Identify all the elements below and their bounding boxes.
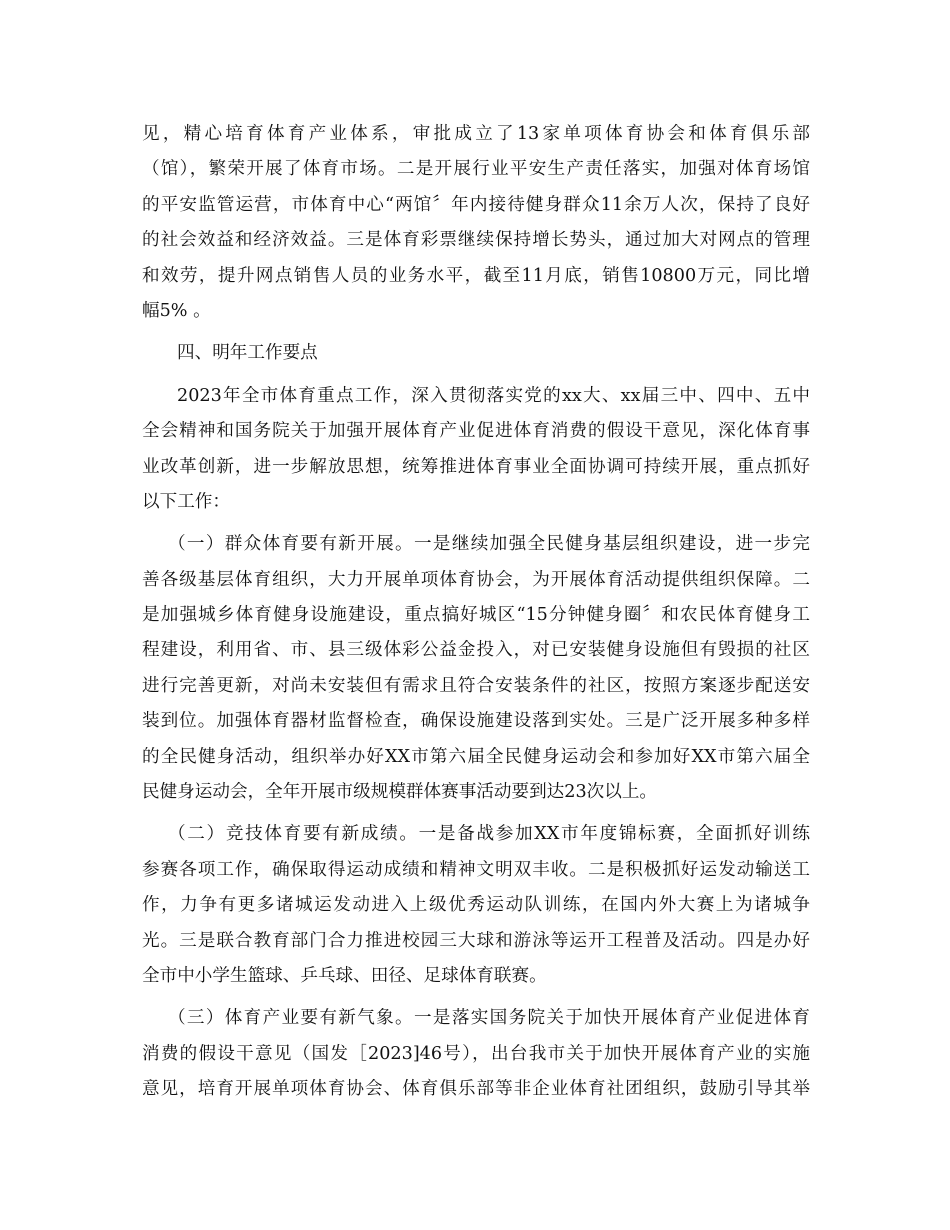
text-line: 善各级基层体育组织，大力开展单项体育协会，为开展体育活动提供组织保障。二: [142, 569, 810, 590]
text-line: 见，精心培育体育产业体系，审批成立了13家单项体育协会和体育俱乐部: [142, 124, 810, 144]
paragraph-sports-industry: [142, 1001, 810, 1107]
text-line: （一）群众体育要有新开展。一是继续加强全民健身基层组织建设，进一步完: [168, 534, 810, 555]
text-line: 2023年全市体育重点工作，深入贯彻落实党的xx大、xx届三中、四中、五中: [177, 385, 810, 406]
text-line: 光。三是联合教育部门合力推进校园三大球和游泳等运开工程普及活动。四是办好: [142, 930, 810, 951]
text-line: 装到位。加强体育器材监督检查，确保设施建设落到实处。三是广泛开展多种多样: [142, 711, 810, 732]
text-line: 消费的假设干意见（国发［2023]46号），出台我市关于加快开展体育产业的实施: [142, 1043, 810, 1064]
text-line: 幅5% 。: [142, 300, 211, 321]
document-body: [142, 117, 810, 1115]
text-line: 作，力争有更多诸城运发动进入上级优秀运动队训练，在国内外大赛上为诸城争: [142, 895, 810, 916]
section-heading: 四、明年工作要点: [177, 343, 318, 364]
text-line: 程建设，利用省、市、县三级体彩公益金投入，对已安装健身设施但有毁损的社区: [142, 640, 810, 661]
text-line: 是加强城乡体育健身设施建设，重点搞好城区“15分钟健身圈〞和农民体育健身工: [142, 605, 810, 626]
text-line: （馆），繁荣开展了体育市场。二是开展行业平安生产责任落实，加强对体育场馆: [142, 159, 810, 180]
section-heading-next-year: [142, 336, 810, 371]
paragraph-sports-industry-summary: [142, 117, 810, 329]
text-line: 的社会效益和经济效益。三是体育彩票继续保持增长势头，通过加大对网点的管理: [142, 230, 810, 251]
text-line: （三）体育产业要有新气象。一是落实国务院关于加快开展体育产业促进体育: [168, 1008, 810, 1029]
paragraph-competitive-sports: [142, 817, 810, 994]
text-line: 全市中小学生篮球、乒乓球、田径、足球体育联赛。: [142, 965, 547, 986]
text-line: 和效劳，提升网点销售人员的业务水平，截至11月底，销售10800万元，同比增: [142, 265, 810, 286]
text-line: 业改革创新，进一步解放思想，统筹推进体育事业全面协调可持续开展，重点抓好: [142, 456, 810, 477]
text-line: 的平安监管运营，市体育中心“两馆〞年内接待健身群众11余万人次，保持了良好: [142, 194, 810, 215]
paragraph-key-work-intro: [142, 379, 810, 521]
text-line: 以下工作：: [142, 491, 230, 512]
text-line: 民健身运动会，全年开展市级规模群体赛事活动要到达23次以上。: [142, 782, 658, 803]
text-line: 参赛各项工作，确保取得运动成绩和精神文明双丰收。二是积极抓好运发动输送工: [142, 859, 810, 880]
text-line: 意见，培育开展单项体育协会、体育俱乐部等非企业体育社团组织，鼓励引导其举: [142, 1079, 810, 1100]
text-line: 进行完善更新，对尚未安装但有需求且符合安装条件的社区，按照方案逐步配送安: [142, 675, 810, 696]
text-line: （二）竞技体育要有新成绩。一是备战参加XX市年度锦标赛，全面抓好训练: [168, 824, 810, 845]
paragraph-mass-sports: [142, 527, 810, 810]
text-line: 全会精神和国务院关于加强开展体育产业促进体育消费的假设干意见，深化体育事: [142, 421, 810, 442]
text-line: 的全民健身活动，组织举办好XX市第六届全民健身运动会和参加好XX市第六届全: [142, 746, 810, 767]
